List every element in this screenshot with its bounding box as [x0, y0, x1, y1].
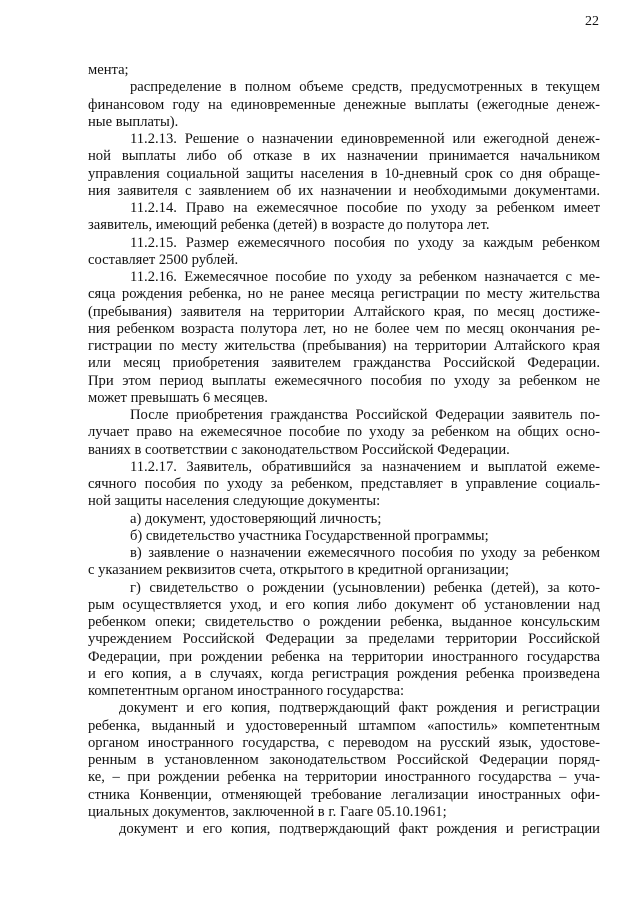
- text-line: (пребывания) заявителя на территории Алтайского края, по месяц достиже-: [88, 303, 600, 320]
- text-line: или месяц приобретения заявителем гражданства Российской Федерации.: [88, 355, 600, 372]
- text-line: ной защиты населения следующие документы:: [88, 493, 381, 510]
- text-line: учреждением Российской Федерации за пределами территории Российской: [88, 631, 600, 648]
- text-line: и его копия, а в случаях, когда регистрация рождения ребенка произведена: [88, 665, 600, 682]
- text-line: с указанием реквизитов счета, открытого в кредитной организации;: [88, 562, 510, 579]
- text-line: Федерации, при рождении ребенка на территории иностранного государства: [88, 648, 600, 665]
- text-line: гистрации по месту жительства (пребывания) на территории Алтайского края: [88, 338, 600, 354]
- text-line: финансовом году на единовременные денежные выплаты (ежегодные денеж-: [88, 96, 600, 113]
- text-line: б) свидетельство участника Государственной программы;: [130, 527, 489, 544]
- text-line: документ и его копия, подтверждающий факт рождения и регистрации: [119, 700, 600, 717]
- text-line: циальных документов, заключенной в г. Гааге 05.10.1961;: [88, 803, 447, 820]
- text-line: распределение в полном объеме средств, предусмотренных в текущем: [130, 79, 600, 96]
- text-line: сяца рождения ребенка, но не ранее месяца регистрации по месту жительства: [88, 286, 600, 303]
- text-line: рым осуществляется уход, и его копия либо документ об установлении над: [88, 596, 600, 613]
- text-line: ния заявителя с заявлением об их назначении и необходимыми документами.: [88, 182, 600, 199]
- text-line: органом иностранного государства, с переводом на русский язык, удостове-: [88, 734, 600, 751]
- text-line: составляет 2500 рублей.: [88, 251, 239, 268]
- text-line: ной выплаты либо об отказе в их назначении принимается начальником: [88, 148, 600, 165]
- text-line: После приобретения гражданства Российской Федерации заявитель по-: [130, 407, 600, 423]
- text-line: При этом период выплаты ежемесячного пособия по уходу за ребенком не: [88, 372, 600, 389]
- page-number: 22: [585, 14, 599, 29]
- text-line: 11.2.13. Решение о назначении единовременной или ежегодной денеж-: [130, 131, 600, 147]
- text-line: управления социальной защиты населения в 10-дневный срок со дня обраще-: [88, 165, 600, 182]
- text-line: 11.2.15. Размер ежемесячного пособия по уходу за каждым ребенком: [130, 234, 600, 251]
- text-line: ке, – при рождении ребенка на территории иностранного государства – уча-: [88, 769, 600, 786]
- text-line: ребенком опеки; свидетельство о рождении ребенка, выданное консульским: [88, 614, 600, 630]
- text-line: в) заявление о назначении ежемесячного пособия по уходу за ребенком: [130, 545, 600, 561]
- text-line: ваниях в соответствии с законодательством Российской Федерации.: [88, 441, 510, 458]
- text-line: 11.2.17. Заявитель, обратившийся за назначением и выплатой ежеме-: [130, 458, 600, 475]
- text-line: стника Конвенции, отменяющей требование легализации иностранных офи-: [88, 786, 600, 803]
- text-line: заявитель, имеющий ребенка (детей) в возрасте до полутора лет.: [88, 217, 490, 234]
- text-line: ния ребенком возраста полутора лет, но не более чем по месяц окончания ре-: [88, 320, 600, 337]
- text-line: мента;: [88, 62, 129, 78]
- text-line: компетентным органом иностранного государства:: [88, 683, 405, 699]
- text-line: может превышать 6 месяцев.: [88, 389, 268, 406]
- text-line: ные выплаты).: [88, 113, 179, 130]
- text-line: 11.2.16. Ежемесячное пособие по уходу за ребенком назначается с ме-: [130, 269, 600, 285]
- text-line: г) свидетельство о рождении (усыновлении) ребенка (детей), за кото-: [130, 579, 600, 596]
- text-line: а) документ, удостоверяющий личность;: [130, 510, 382, 527]
- text-line: документ и его копия, подтверждающий факт рождения и регистрации: [119, 821, 600, 837]
- text-line: ребенка, выданный и удостоверенный штампом «апостиль» компетентным: [88, 717, 600, 734]
- text-line: 11.2.14. Право на ежемесячное пособие по уходу за ребенком имеет: [130, 200, 600, 216]
- text-line: лучает право на ежемесячное пособие по уходу за ребенком на общих осно-: [88, 424, 600, 441]
- text-line: сячного пособия по уходу за ребенком, представляет в управление социаль-: [88, 476, 600, 492]
- text-line: ренным в установленном законодательством Российской Федерации поряд-: [88, 752, 600, 768]
- body-text: [88, 62, 600, 838]
